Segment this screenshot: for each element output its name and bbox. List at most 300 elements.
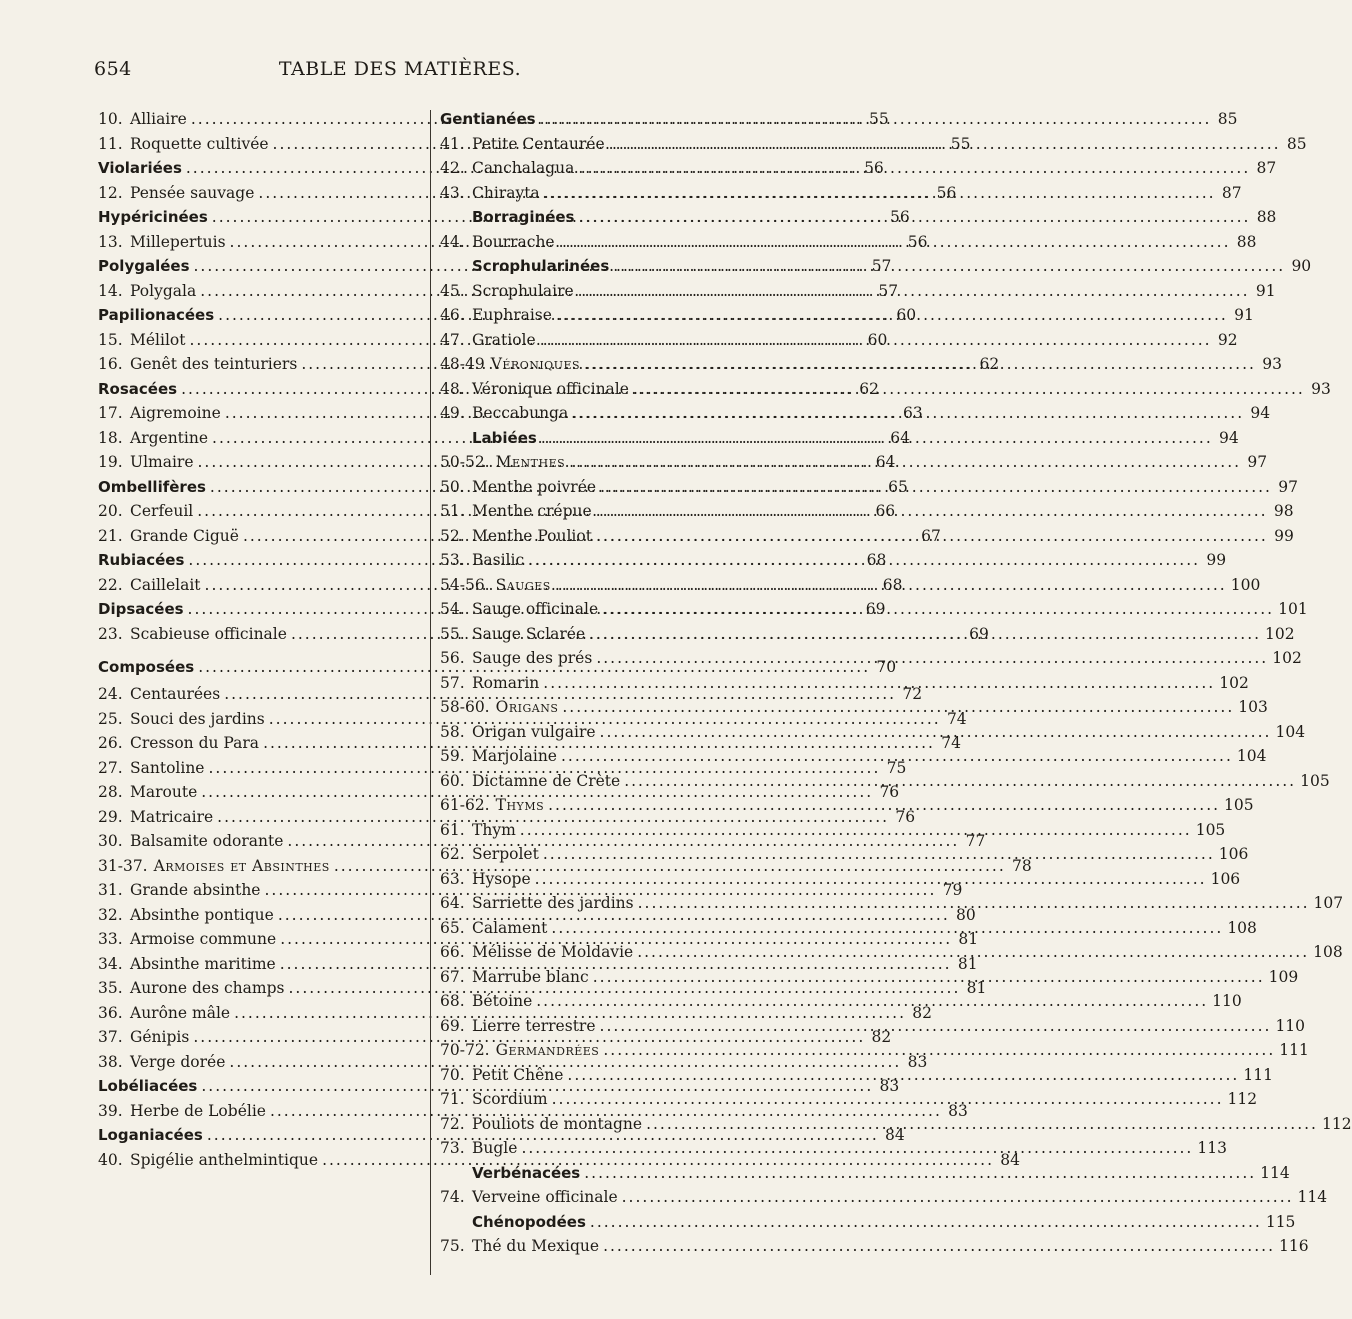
page-ref: 76 (895, 807, 916, 826)
dot-leader (596, 502, 1268, 520)
dot-leader (633, 380, 1305, 398)
page-ref: 85 (1286, 134, 1307, 153)
page-ref: 85 (1217, 110, 1238, 128)
dot-leader (578, 159, 1250, 177)
page-ref: 84 (885, 1126, 905, 1144)
page-title: TABLE DES MATIÈRES. (278, 58, 522, 80)
entry-label: Sauge des prés (472, 649, 593, 667)
page-ref: 88 (1256, 208, 1277, 226)
dot-leader (567, 1066, 1239, 1084)
dot-leader (637, 943, 1309, 961)
page-ref: 70 (876, 658, 897, 676)
entry-label: Centaurées (130, 685, 221, 703)
entry-label: Calament (472, 918, 548, 937)
page-ref: 76 (879, 783, 900, 801)
page-ref: 56 (889, 208, 910, 226)
page-ref: 97 (1247, 453, 1268, 471)
family-heading (440, 1212, 1296, 1238)
dot-leader (596, 649, 1268, 667)
entry-label: Lierre terrestre (472, 1016, 596, 1035)
page-ref: 56 (864, 159, 884, 177)
entry-label: Ulmaire (130, 453, 194, 471)
entry-number: 52. (440, 526, 465, 545)
entry-number: 19. (98, 453, 123, 471)
entry-number: 75. (440, 1237, 465, 1255)
dot-leader (541, 429, 1213, 447)
page-ref: 66 (875, 502, 896, 520)
page-ref: 107 (1313, 894, 1344, 912)
entry-label: Aurône mâle (130, 1003, 231, 1022)
entry-number: 35. (98, 979, 123, 997)
entry-label: Cerfeuil (130, 502, 194, 520)
dot-leader (596, 527, 1268, 545)
entry-label: Absinthe maritime (130, 954, 276, 973)
entry-number: 47. (440, 330, 465, 349)
entry-number: 33. (98, 930, 123, 948)
entry-label: Santoline (130, 758, 205, 777)
entry-number: 67. (440, 967, 465, 986)
entry-label: Origans (495, 698, 559, 716)
entry-number: 71. (440, 1090, 465, 1108)
dot-leader (552, 1090, 1224, 1108)
entry-label: Sauge Sclarée (472, 624, 586, 643)
entry-number: 58-60. (440, 698, 490, 716)
page-ref: 78 (1012, 856, 1032, 875)
entry-number: 18. (98, 428, 123, 447)
entry-number: 11. (98, 134, 123, 153)
page-ref: 115 (1265, 1212, 1296, 1231)
dot-leader (555, 576, 1227, 594)
entry-label: Thyms (495, 796, 545, 814)
page-header (0, 58, 800, 88)
dot-leader (572, 404, 1244, 422)
page-ref: 80 (956, 905, 976, 924)
entry-number: 24. (98, 685, 123, 703)
entry-number: 31. (98, 881, 123, 899)
page-ref: 74 (946, 709, 967, 728)
entry-label: Beccabunga (472, 404, 569, 422)
entry-number: 16. (98, 355, 123, 373)
entry-label: Argentine (130, 428, 209, 447)
page-ref: 68 (882, 575, 903, 594)
entry-number: 23. (98, 624, 123, 643)
page-ref: 83 (879, 1077, 900, 1095)
family-name: Violariées (98, 159, 182, 177)
page-ref: 82 (871, 1028, 892, 1046)
page-ref: 106 (1218, 845, 1249, 863)
entry-number: 45. (440, 281, 465, 300)
entry-label: Véroniques (490, 355, 581, 373)
dot-leader (584, 1164, 1256, 1182)
entry-number: 54. (440, 600, 465, 618)
page-ref: 101 (1278, 600, 1308, 618)
dot-leader (540, 331, 1212, 349)
dot-leader (584, 355, 1256, 373)
dot-leader (561, 747, 1233, 765)
family-name: Verbénacées (472, 1163, 581, 1182)
entry-number: 63. (440, 869, 465, 888)
entry-number: 36. (98, 1003, 123, 1022)
entry-label: Petit Chêne (472, 1065, 564, 1084)
entry-number: 30. (98, 832, 123, 850)
entry-label: Canchalagua (472, 159, 575, 177)
entry-label: Millepertuis (130, 232, 226, 251)
entry-number: 48. (440, 379, 465, 398)
entry-label: Dictamne de Crète (472, 771, 621, 790)
entry-label: Pouliots de montagne (472, 1114, 643, 1133)
dot-leader (624, 772, 1296, 790)
page-ref: 98 (1273, 502, 1294, 520)
entry-label: Balsamite odorante (130, 832, 284, 850)
family-name: Lobéliacées (98, 1077, 198, 1095)
dot-leader (638, 894, 1310, 912)
dot-leader (622, 1188, 1294, 1206)
entry-label: Bourrache (472, 232, 555, 251)
entry-label: Aigremoine (130, 404, 221, 422)
entry-label: Chirayta (472, 183, 540, 202)
page-ref: 105 (1300, 771, 1330, 790)
entry-label: Menthes (495, 453, 566, 471)
entry-label: Mélisse de Moldavie (472, 943, 634, 961)
family-heading (440, 1163, 1290, 1189)
page-ref: 87 (1256, 159, 1277, 177)
page-ref: 62 (979, 355, 1000, 373)
page-ref: 111 (1243, 1065, 1273, 1084)
entry-label: Hysope (472, 869, 531, 888)
page-ref: 81 (966, 979, 987, 997)
page-ref: 62 (859, 379, 879, 398)
page-ref: 60 (896, 306, 917, 324)
family-name: Chénopodées (472, 1212, 586, 1231)
entry-label: Pensée sauvage (130, 183, 255, 202)
dot-leader (613, 257, 1285, 275)
dot-leader (569, 453, 1241, 471)
dot-leader (600, 478, 1272, 496)
page-ref: 55 (950, 134, 971, 153)
entry-number: 53. (440, 551, 465, 569)
entry-number: 61. (440, 820, 465, 839)
entry-number: 70. (440, 1065, 465, 1084)
entry-number: 17. (98, 404, 123, 422)
entry-label: Scrophulaire (472, 281, 574, 300)
entry-number: 42. (440, 159, 465, 177)
entry-number: 40. (98, 1150, 123, 1169)
entry-number: 25. (98, 709, 123, 728)
entry-label: Maroute (130, 783, 198, 801)
page-ref: 116 (1279, 1237, 1309, 1255)
entry-label: Absinthe pontique (130, 905, 274, 924)
page-ref: 64 (875, 453, 896, 471)
entry-number: 39. (98, 1101, 123, 1120)
page-ref: 75 (886, 758, 907, 777)
entry-label: Sarriette des jardins (472, 894, 634, 912)
entry-label: Roquette cultivée (130, 134, 269, 153)
entry-label: Sauges (495, 575, 551, 594)
page-ref: 84 (1000, 1150, 1020, 1169)
entry-number: 59. (440, 747, 465, 765)
entry-number: 70-72. (440, 1041, 490, 1059)
family-name: Labiées (472, 428, 537, 447)
entry-number: 21. (98, 526, 123, 545)
dot-leader (603, 1237, 1275, 1255)
page-ref: 69 (865, 600, 886, 618)
entry-number: 65. (440, 918, 465, 937)
page-ref: 97 (1278, 477, 1298, 496)
page-ref: 113 (1197, 1139, 1227, 1157)
entry-number: 29. (98, 807, 123, 826)
page-ref: 94 (1219, 428, 1239, 447)
entry-number: 66. (440, 943, 465, 961)
entry-number: 55. (440, 624, 465, 643)
family-name: Rosacées (98, 379, 178, 398)
page-ref: 100 (1230, 575, 1261, 594)
family-name: Loganiacées (98, 1126, 203, 1144)
page-ref: 93 (1311, 379, 1331, 398)
entry-number: 50-52. (440, 453, 490, 471)
page-ref: 105 (1195, 820, 1226, 839)
page-ref: 94 (1250, 404, 1271, 422)
dot-leader (578, 282, 1250, 300)
entry-label: Scabieuse officinale (130, 624, 287, 643)
entry-number: 20. (98, 502, 123, 520)
entry-number: 22. (98, 575, 123, 594)
page-ref: 77 (965, 832, 986, 850)
entry-number: 50. (440, 477, 465, 496)
page-ref: 108 (1227, 918, 1257, 937)
entry-label: Herbe de Lobélie (130, 1101, 266, 1120)
column-divider (430, 110, 431, 1275)
page-ref: 56 (907, 232, 928, 251)
entry-label: Aurone des champs (130, 979, 285, 997)
entry-label: Grande absinthe (130, 881, 261, 899)
dot-leader (646, 1115, 1318, 1133)
page-ref: 87 (1221, 183, 1242, 202)
entry-label: Thym (472, 820, 516, 839)
page-ref: 60 (867, 330, 888, 349)
page-ref: 65 (888, 477, 908, 496)
page-ref: 104 (1275, 722, 1306, 741)
entry-label: Véronique officinale (472, 379, 629, 398)
entry-number: 48-49 (440, 355, 485, 373)
entry-number: 13. (98, 232, 123, 251)
entry-label: Germandrées (495, 1041, 600, 1059)
entry-label: Alliaire (130, 110, 187, 128)
page-ref: 109 (1268, 967, 1299, 986)
page-ref: 69 (969, 624, 989, 643)
page-ref: 56 (936, 183, 957, 202)
entry-number: 73. (440, 1139, 465, 1157)
entry-number: 46. (440, 306, 465, 324)
toc-entry (440, 1237, 1309, 1262)
entry-label: Mélilot (130, 330, 186, 349)
entry-number: 56. (440, 649, 465, 667)
entry-number: 72. (440, 1114, 465, 1133)
entry-label: Petite Centaurée (472, 134, 605, 153)
dot-leader (521, 1139, 1193, 1157)
page-ref: 55 (869, 110, 889, 128)
entry-label: Polygala (130, 281, 197, 300)
dot-leader (544, 184, 1216, 202)
entry-label: Sauge officinale (472, 600, 599, 618)
entry-label: Souci des jardins (130, 709, 265, 728)
family-name: Polygalées (98, 257, 190, 275)
family-name: Composées (98, 658, 195, 676)
page-ref: 114 (1297, 1188, 1328, 1206)
page-ref: 57 (871, 257, 892, 275)
entry-label: Armoise commune (130, 930, 277, 948)
page-ref: 99 (1206, 551, 1227, 569)
dot-leader (528, 551, 1200, 569)
entry-number: 32. (98, 905, 123, 924)
entry-label: Bugle (472, 1139, 518, 1157)
dot-leader (536, 992, 1208, 1010)
entry-number: 44. (440, 232, 465, 251)
entry-label: Genêt des teinturiers (130, 355, 298, 373)
page-ref: 103 (1238, 698, 1268, 716)
dot-leader (556, 306, 1228, 324)
dot-leader (540, 110, 1212, 128)
dot-leader (600, 723, 1272, 741)
dot-leader (543, 674, 1215, 692)
page-ref: 72 (902, 685, 923, 703)
page-ref: 67 (921, 526, 941, 545)
entry-number: 10. (98, 110, 123, 128)
entry-label: Verveine officinale (472, 1188, 618, 1206)
entry-number: 12. (98, 183, 123, 202)
page-ref: 74 (941, 734, 961, 752)
dot-leader (602, 600, 1274, 618)
page-ref: 111 (1279, 1041, 1309, 1059)
entry-number: 14. (98, 281, 123, 300)
entry-number: 26. (98, 734, 123, 752)
entry-label: Spigélie anthelmintique (130, 1150, 319, 1169)
entry-label: Grande Ciguë (130, 526, 239, 545)
page-number: 654 (94, 58, 132, 80)
entry-label: Caillelait (130, 575, 201, 594)
entry-number: 43. (440, 183, 465, 202)
dot-leader (520, 821, 1192, 839)
dot-leader (548, 796, 1220, 814)
entry-label: Marrube blanc (472, 967, 589, 986)
entry-label: Scordium (472, 1090, 548, 1108)
dot-leader (543, 845, 1215, 863)
dot-leader (609, 135, 1281, 153)
entry-number: 58. (440, 722, 465, 741)
entry-label: Basilic (472, 551, 525, 569)
entry-number: 69. (440, 1016, 465, 1035)
page-ref: 79 (942, 881, 963, 899)
entry-number: 27. (98, 758, 123, 777)
page-ref: 57 (878, 281, 899, 300)
family-name: Papilionacées (98, 306, 215, 324)
page-ref: 92 (1217, 330, 1238, 349)
entry-number: 34. (98, 954, 123, 973)
entry-label: Marjolaine (472, 747, 557, 765)
entry-number: 54-56. (440, 575, 490, 594)
page-ref: 102 (1219, 673, 1249, 692)
toc-entry (440, 1188, 1328, 1213)
entry-label: Génipis (130, 1028, 190, 1046)
page-ref: 102 (1265, 624, 1295, 643)
family-name: Hypéricinées (98, 208, 208, 226)
family-name: Borraginées (472, 208, 575, 226)
page-ref: 64 (890, 428, 910, 447)
page-ref: 90 (1291, 257, 1312, 275)
page-ref: 104 (1236, 747, 1267, 765)
page-ref: 99 (1274, 526, 1294, 545)
page-ref: 81 (957, 954, 978, 973)
entry-number: 57. (440, 673, 465, 692)
family-name: Gentianées (440, 110, 536, 128)
entry-number: 38. (98, 1052, 123, 1071)
entry-label: Matricaire (130, 807, 214, 826)
page-ref: 88 (1236, 232, 1257, 251)
entry-number: 51. (440, 502, 465, 520)
entry-label: Origan vulgaire (472, 722, 596, 741)
entry-number: 62. (440, 845, 465, 863)
entry-label: Bétoine (472, 992, 533, 1010)
entry-number: 61-62. (440, 796, 490, 814)
dot-leader (559, 233, 1231, 251)
page-ref: 102 (1272, 649, 1302, 667)
page-ref: 108 (1313, 943, 1343, 961)
page-ref: 91 (1234, 306, 1254, 324)
page-ref: 114 (1260, 1163, 1290, 1182)
entry-number: 15. (98, 330, 123, 349)
entry-label: Romarin (472, 673, 540, 692)
page-ref: 68 (866, 551, 887, 569)
page-ref: 105 (1224, 796, 1254, 814)
page-ref: 110 (1212, 992, 1242, 1010)
dot-leader (593, 968, 1265, 986)
entry-label: Verge dorée (130, 1052, 226, 1071)
dot-leader (600, 1017, 1272, 1035)
page-ref: 83 (907, 1052, 928, 1071)
family-name: Rubiacées (98, 551, 185, 569)
page-ref: 82 (912, 1003, 932, 1022)
entry-label: Armoises et Absinthes (153, 856, 330, 875)
entry-label: Menthe poivrée (472, 477, 597, 496)
family-name: Dipsacées (98, 600, 184, 618)
entry-number: 64. (440, 894, 465, 912)
entry-label: Thé du Mexique (472, 1237, 600, 1255)
page-ref: 83 (948, 1101, 968, 1120)
entry-label: Menthe crépue (472, 502, 592, 520)
entry-label: Euphraise (472, 306, 552, 324)
dot-leader (589, 625, 1261, 643)
entry-label: Menthe Pouliot (472, 526, 592, 545)
entry-number: 60. (440, 771, 465, 790)
entry-number: 37. (98, 1028, 123, 1046)
dot-leader (579, 208, 1251, 226)
dot-leader (551, 919, 1223, 937)
page-ref: 91 (1255, 281, 1276, 300)
dot-leader (562, 698, 1234, 716)
entry-number: 41. (440, 134, 465, 153)
entry-number: 49. (440, 404, 465, 422)
entry-number: 31-37. (98, 856, 148, 875)
family-name: Ombellifères (98, 477, 206, 496)
dot-leader (590, 1213, 1262, 1231)
dot-leader (603, 1041, 1275, 1059)
entry-label: Serpolet (472, 845, 539, 863)
entry-number: 28. (98, 783, 123, 801)
page-ref: 93 (1262, 355, 1282, 373)
page-ref: 106 (1210, 869, 1241, 888)
page-ref: 81 (958, 930, 979, 948)
page-ref: 112 (1227, 1090, 1258, 1108)
page-ref: 63 (903, 404, 923, 422)
